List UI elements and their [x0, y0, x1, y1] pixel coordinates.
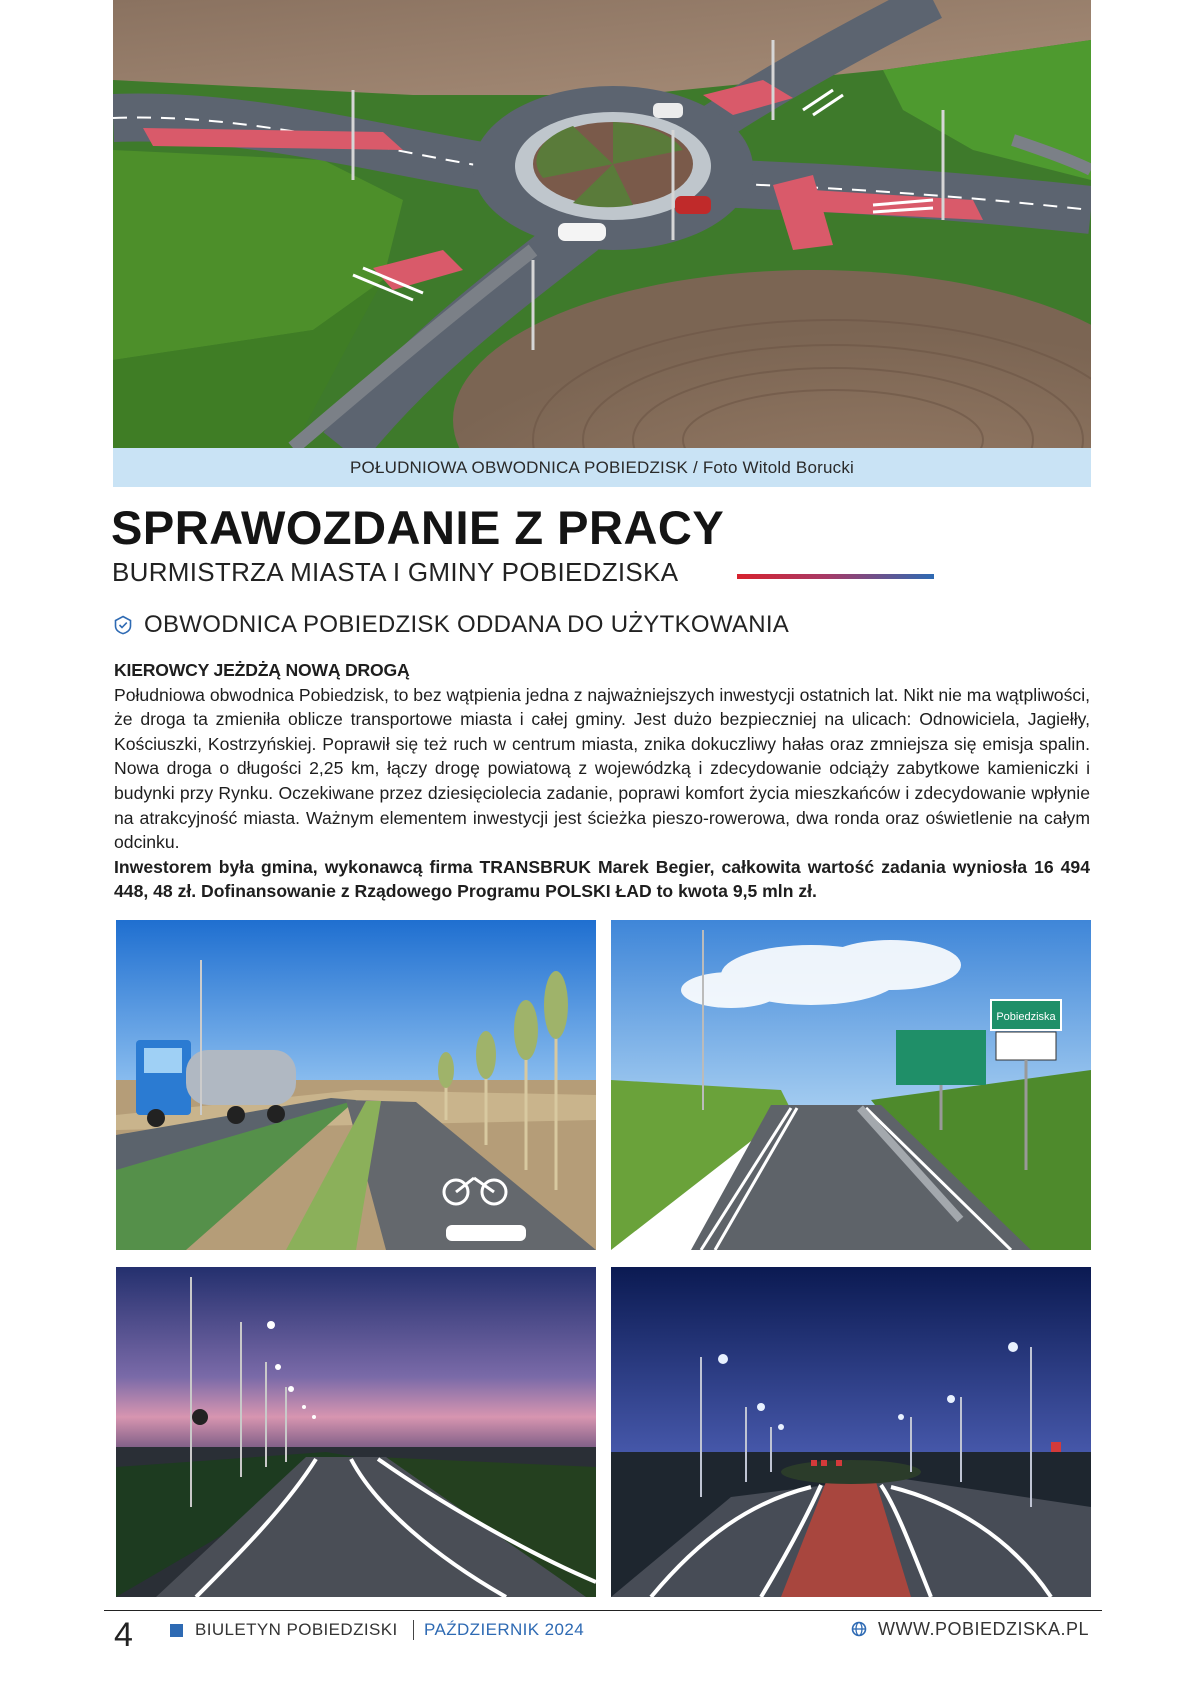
road-sign-label: Pobiedziska [996, 1011, 1056, 1023]
footer-date: PAŹDZIERNIK 2024 [424, 1620, 585, 1639]
article-summary: Inwestorem była gmina, wykonawcą firma TRANSBRUK Marek Begier, całkowita wartość zadania wyniosła 16 494 448, 48 zł. Dofinansowanie z Rządowego Programu POLSKI ŁAD to kwota 9,5 mln zł. [114, 856, 1090, 902]
title-accent-rule [737, 574, 934, 579]
page-subtitle: BURMISTRZA MIASTA I GMINY POBIEDZISKA [112, 557, 679, 587]
shield-check-icon [113, 615, 133, 635]
page-title: SPRAWOZDANIE Z PRACY [111, 501, 725, 554]
footer-rule [104, 1610, 1102, 1611]
article-lead: KIEROWCY JEŻDŻĄ NOWĄ DROGĄ [114, 660, 410, 680]
footer-divider [413, 1620, 414, 1640]
photo-road-dusk [116, 1267, 596, 1597]
article-paragraph: Południowa obwodnica Pobiedzisk, to bez wątpienia jedna z najważniejszych inwestycji ostatnich lat. Nikt nie ma wątpliwości, że droga ta zmieniła oblicze transportowe miasta i całej gminy. Jest dużo bezpieczniej na ulicach: Odnowiciela, Jagiełły, Kościuszki, Kostrzyńskiej. Poprawił się też ruch w centrum miasta, znika dokuczliwy hałas oraz zmniejsza się emisja spalin. Nowa droga o długości 2,25 km, łączy drogę powiatową z wojewódzką i zdecydowanie odciąży zabytkowe kamieniczki i budynki przy Rynku. Oczekiwane przez dziesięciolecia zadanie, poprawi komfort życia mieszkańców i zdecydowanie wpłynie na atrakcyjność miasta. Ważnym elementem inwestycji jest ścieżka pieszo-rowerowa, dwa ronda oraz oświetlenie na całym odcinku. [114, 684, 1090, 853]
hero-caption: POŁUDNIOWA OBWODNICA POBIEDZISK / Foto Witold Borucki [113, 448, 1091, 487]
footer-square-icon [170, 1624, 183, 1637]
photo-roundabout-night [611, 1267, 1091, 1597]
page-number: 4 [114, 1616, 133, 1654]
footer-website-link[interactable]: WWW.POBIEDZISKA.PL [878, 1619, 1090, 1639]
globe-icon [851, 1621, 867, 1637]
photo-truck-bike-path [116, 920, 596, 1250]
article-body [114, 658, 1090, 904]
hero-photo-roundabout [113, 0, 1091, 448]
section-title: OBWODNICA POBIEDZISK ODDANA DO UŻYTKOWANIA [144, 611, 790, 638]
photo-road-sign [611, 920, 1091, 1250]
footer-publication: BIULETYN POBIEDZISKI [195, 1620, 398, 1639]
